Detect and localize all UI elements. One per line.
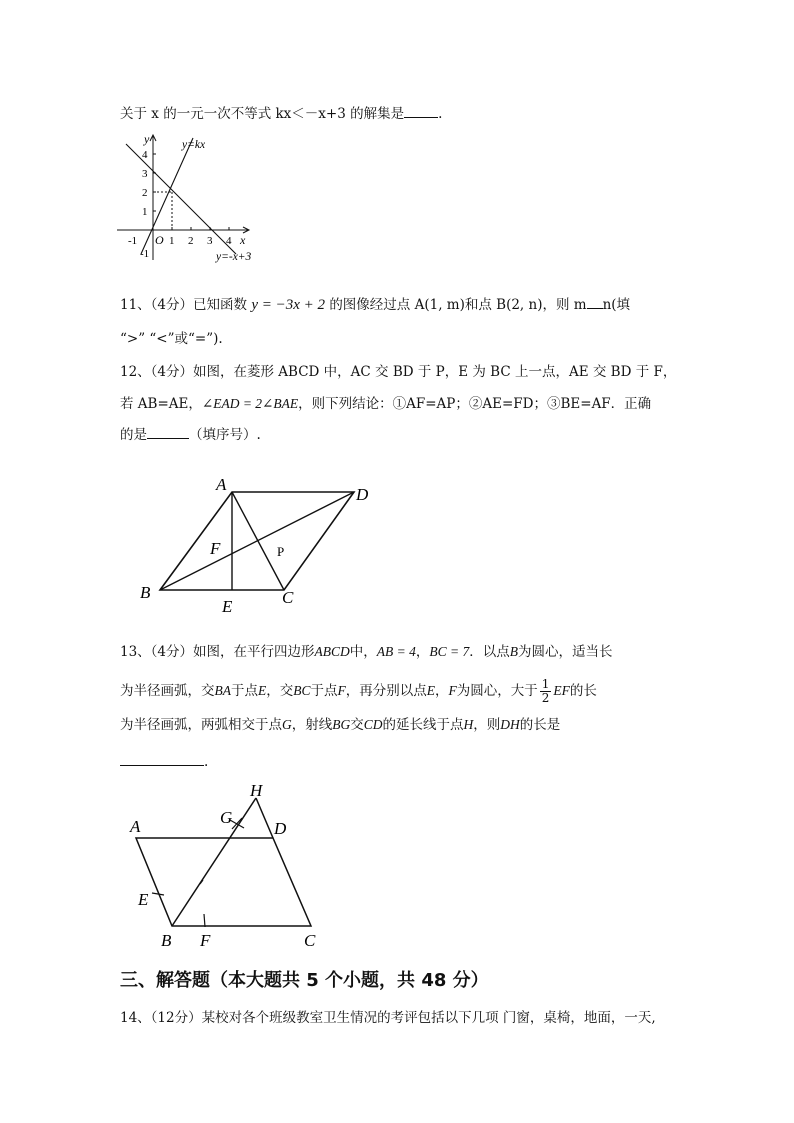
point-label: C — [282, 588, 294, 607]
x-tick-label: 3 — [207, 235, 213, 247]
point-label: B — [140, 583, 151, 602]
question-13-line2: 为半径画弧，交BA于点E，交BC于点F，再分别以点E，F为圆心，大于 $\frac{1}{2}$ EF的长 — [120, 677, 597, 705]
point-label: A — [216, 475, 227, 494]
line-y-kx — [141, 138, 193, 254]
point-label: E — [138, 890, 149, 909]
point-label: D — [274, 819, 287, 838]
question-11-options: “>” “<”或“=”). — [120, 331, 223, 347]
function-graph — [112, 132, 272, 267]
y-tick-label: 3 — [142, 168, 148, 180]
question-14-text: 14、（12分）某校对各个班级教室卫生情况的考评包括以下几项 门窗，桌椅，地面，一天, — [120, 1010, 656, 1026]
x-axis-label: x — [240, 233, 246, 247]
question-12-line1: 12、（4分）如图，在菱形 ABCD 中，AC 交 BD 于 P，E 为 BC 上一点，AE 交 BD 于 F， — [120, 364, 677, 380]
fraction-one-half: $\frac{1}{2}$ — [541, 677, 550, 705]
answer-blank — [147, 424, 189, 439]
x-tick-label: 1 — [169, 235, 175, 247]
section-heading: 三、解答题（本大题共 5 个小题，共 48 分） — [120, 970, 489, 991]
angle-condition: ∠EAD = 2∠BAE — [201, 396, 299, 411]
question-13-answer: . — [120, 751, 208, 772]
line2-label: y=-x+3 — [216, 251, 252, 263]
question-13-line3: 为半径画弧，两弧相交于点G，射线BG交CD的延长线于点H，则DH的长是 — [120, 717, 561, 733]
point-label: F — [200, 931, 211, 950]
point-label: B — [161, 931, 172, 950]
y-tick-label: 1 — [142, 206, 148, 218]
question-12-line2: 若 AB=AE，∠EAD = 2∠BAE，则下列结论：①AF=AP；②AE=FD；③BE=AF．正确 — [120, 396, 652, 412]
y-tick-label: -1 — [140, 248, 150, 260]
point-label: F — [210, 539, 221, 558]
question-12-line3: 的是 （填序号）. — [120, 424, 261, 445]
point-label: A — [130, 817, 141, 836]
point-label: P — [277, 544, 285, 559]
point-label: C — [304, 931, 316, 950]
parallelogram-figure — [128, 778, 328, 953]
question-10-text: 关于 x 的一元一次不等式 kx＜－x+3 的解集是 . — [120, 103, 442, 124]
question-11-text: 11、（4分）已知函数 y = −3x + 2 的图像经过点 A(1, m)和点 B(2, n)，则 m n(填 — [120, 294, 630, 315]
question-13-line1: 13、（4分）如图，在平行四边形ABCD中，AB = 4，BC = 7．以点B为圆心，适当长 — [120, 644, 613, 660]
x-tick-label: 4 — [226, 235, 232, 247]
point-label: D — [356, 485, 369, 504]
y-tick-label: 2 — [142, 187, 148, 199]
answer-blank — [120, 751, 204, 766]
function-formula: y = −3x + 2 — [251, 297, 326, 313]
y-tick-label: 4 — [142, 149, 148, 161]
x-tick-label: 2 — [188, 235, 194, 247]
x-tick-label: -1 — [128, 235, 138, 247]
y-axis-label: y — [144, 132, 150, 146]
line1-label: y=kx — [182, 139, 206, 151]
point-label: G — [220, 808, 233, 827]
point-label: H — [250, 781, 263, 800]
point-label: E — [222, 597, 233, 616]
rhombus-figure — [132, 470, 382, 620]
answer-blank — [404, 103, 438, 118]
origin-label: O — [155, 233, 164, 247]
answer-blank — [587, 294, 603, 309]
